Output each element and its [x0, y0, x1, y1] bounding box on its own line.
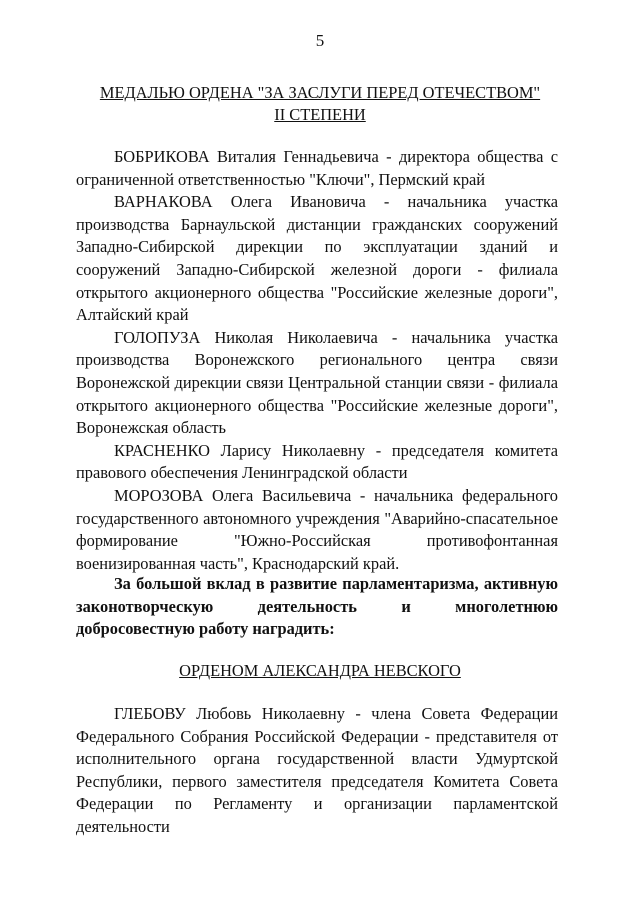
recipient-entry: ГЛЕБОВУ Любовь Николаевну - члена Совета Федерации Федерального Собрания Российской Федерации - представителя от исполнительного органа государственной власти Удмуртской Республики, первого заместителя председателя Комитета Совета Федерации по Регламенту и организации парламентской деятельности: [76, 704, 558, 836]
section-title-order: ОРДЕНОМ АЛЕКСАНДРА НЕВСКОГО: [179, 661, 461, 680]
recipient-entry: МОРОЗОВА Олега Васильевича - начальника федерального государственного автономного учреждения "Аварийно-спасательное формирование "Южно-Российская противофонтанная военизированная часть", Краснодарский край.: [76, 485, 558, 573]
recipient-entry: БОБРИКОВА Виталия Геннадьевича - директора общества с ограниченной ответственностью "Ключи", Пермский край: [76, 147, 558, 189]
medal-recipients-list: [76, 146, 558, 575]
section-title-medal-line2: II СТЕПЕНИ: [274, 105, 366, 124]
section-title-medal-line1: МЕДАЛЬЮ ОРДЕНА "ЗА ЗАСЛУГИ ПЕРЕД ОТЕЧЕСТВОМ": [99, 83, 541, 102]
recipient-entry: ВАРНАКОВА Олега Ивановича - начальника участка производства Барнаульской дистанции гражданских сооружений Западно-Сибирской дирекции по эксплуатации зданий и сооружений Западно-Сибирской железной дороги - филиала открытого акционерного общества "Российские железные дороги", Алтайский край: [76, 192, 558, 325]
recipient-entry: ГОЛОПУЗА Николая Николаевича - начальника участка производства Воронежского регионального центра связи Воронежской дирекции связи Центральной станции связи - филиала открытого акционерного общества "Российские железные дороги", Воронежская область: [76, 327, 558, 438]
recipient-entry: КРАСНЕНКО Ларису Николаевну - председателя комитета правового обеспечения Ленинградской области: [76, 440, 558, 483]
award-statement: За большой вклад в развитие парламентаризма, активную законотворческую деятельность и многолетнюю добросовестную работу наградить:: [76, 574, 558, 639]
page-number: 5: [315, 31, 325, 50]
order-recipients-list: [76, 703, 558, 839]
